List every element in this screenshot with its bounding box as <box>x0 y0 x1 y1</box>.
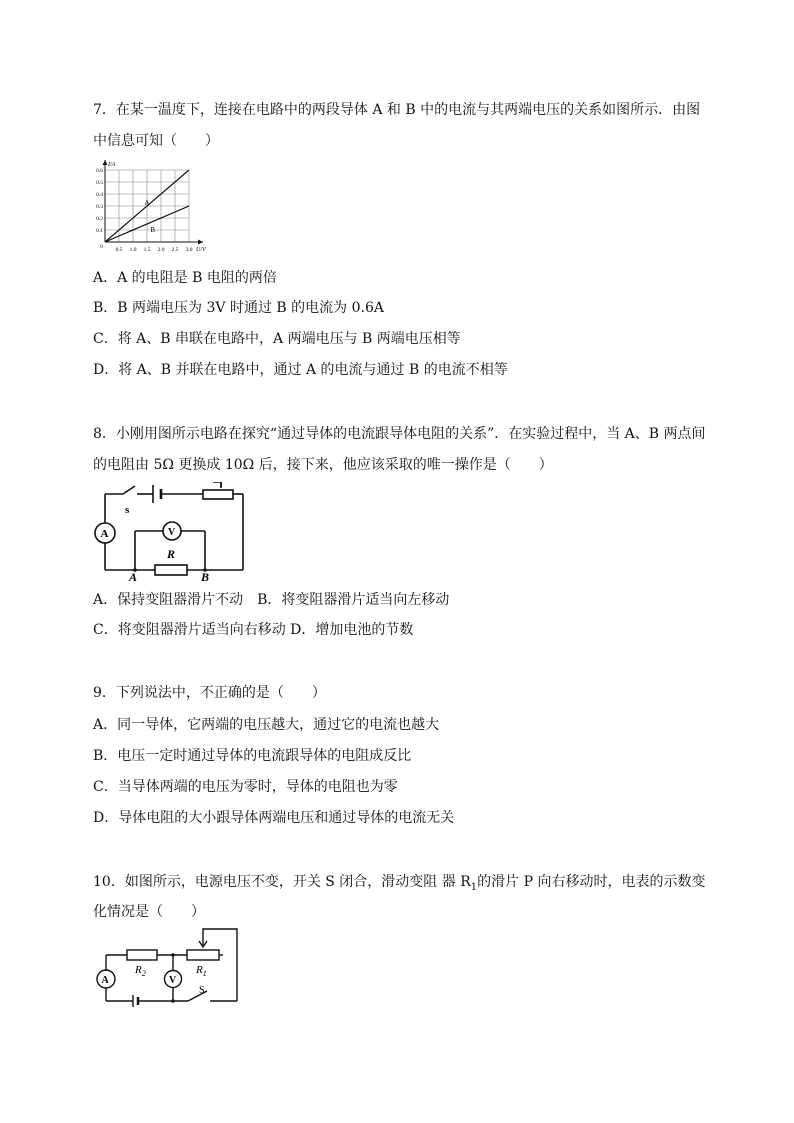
q10-circuit-diagram <box>93 925 241 1007</box>
y-axis-arrow <box>103 160 108 165</box>
r2-label: $R_2$ <box>135 964 146 978</box>
series-label-b: B <box>150 226 156 234</box>
x-axis-arrow <box>198 240 203 245</box>
q7-iv-graph <box>93 158 213 260</box>
y-tick-label: 0.3 <box>96 204 103 210</box>
origin-label: 0 <box>100 244 103 250</box>
ammeter-label: A <box>101 975 109 986</box>
junction-dot <box>171 999 175 1003</box>
series-label-a: A <box>144 199 150 207</box>
node-b-label: B <box>201 570 210 582</box>
q8-stem-line-1: 8．小刚用图所示电路在探究“通过导体的电流跟导体电阻的关系”．在实验过程中，当 A、B 两点间 <box>93 426 706 442</box>
y-tick-label: 0.6 <box>96 168 103 174</box>
q7-option-b: B．B 两端电压为 3V 时通过 B 的电流为 0.6A <box>93 300 384 316</box>
x-tick-label: 1.0 <box>129 247 137 253</box>
x-tick-label: 3.0 <box>185 247 193 253</box>
y-tick-label: 0.5 <box>96 180 103 186</box>
switch-label: s <box>125 504 130 516</box>
q8-options-line-1: A．保持变阻器滑片不动 B．将变阻器滑片适当向左移动 <box>93 592 450 608</box>
q9-stem: 9．下列说法中，不正确的是（ ） <box>93 685 326 701</box>
q8-stem-line-2: 的电阻由 5Ω 更换成 10Ω 后，接下来，他应该采取的唯一操作是（ ） <box>93 457 553 473</box>
junction-dot <box>171 953 175 957</box>
resistor-r1 <box>187 950 219 960</box>
resistor-r2 <box>127 950 157 960</box>
q8-circuit-diagram <box>93 482 253 582</box>
q9-option-d: D．导体电阻的大小跟导体两端电压和通过导体的电流无关 <box>93 810 455 826</box>
q10-stem-tail: 的滑片 P 向右移动时，电表的示数变 <box>477 874 706 890</box>
y-axis-label: I/A <box>108 162 116 168</box>
switch-label: S <box>199 985 205 996</box>
resistor-label: R <box>167 547 176 561</box>
switch-lever <box>123 486 135 494</box>
voltmeter-label: V <box>168 527 176 538</box>
x-tick-label: 0.5 <box>115 247 123 253</box>
voltmeter-label: V <box>169 975 177 986</box>
q10-stem-line-2: 化情况是（ ） <box>93 904 205 920</box>
q10-stem-line-1 <box>93 872 705 898</box>
node-a-label: A <box>129 570 138 582</box>
x-axis-label: U/V <box>196 247 206 253</box>
x-tick-label: 2.5 <box>171 247 179 253</box>
r1-label: $R_1$ <box>196 964 207 978</box>
q9-option-b: B．电压一定时通过导体的电流跟导体的电阻成反比 <box>93 748 412 764</box>
resistor-r <box>155 565 187 575</box>
q10-stem-text: 10．如图所示，电源电压不变，开关 S 闭合，滑动变阻 器 R <box>93 874 471 890</box>
y-tick-label: 0.4 <box>96 192 103 198</box>
slider-wire <box>203 929 237 1001</box>
q10-stem-subscript: 1 <box>470 881 478 893</box>
q9-option-a: A．同一导体，它两端的电压越大，通过它的电流也越大 <box>93 717 440 733</box>
q7-stem-line-2: 中信息可知（ ） <box>93 133 219 149</box>
x-tick-label: 1.5 <box>143 247 151 253</box>
q7-option-c: C．将 A、B 串联在电路中，A 两端电压与 B 两端电压相等 <box>93 331 461 347</box>
slider-arm <box>213 482 221 488</box>
graph-labels <box>96 162 207 253</box>
q8-options-line-2: C．将变阻器滑片适当向右移动 D．增加电池的节数 <box>93 622 414 638</box>
q7-option-d: D．将 A、B 并联在电路中，通过 A 的电流与通过 B 的电流不相等 <box>93 362 508 378</box>
q9-option-c: C．当导体两端的电压为零时，导体的电阻也为零 <box>93 779 398 795</box>
rheostat <box>203 490 233 499</box>
x-tick-label: 2.0 <box>157 247 165 253</box>
q7-option-a: A．A 的电阻是 B 电阻的两倍 <box>93 270 277 286</box>
q7-stem-line-1: 7．在某一温度下，连接在电路中的两段导体 A 和 B 中的电流与其两端电压的关系如图所示．由图 <box>93 102 701 118</box>
y-tick-label: 0.1 <box>96 228 103 234</box>
ammeter-label: A <box>100 528 109 540</box>
y-tick-label: 0.2 <box>96 216 103 222</box>
